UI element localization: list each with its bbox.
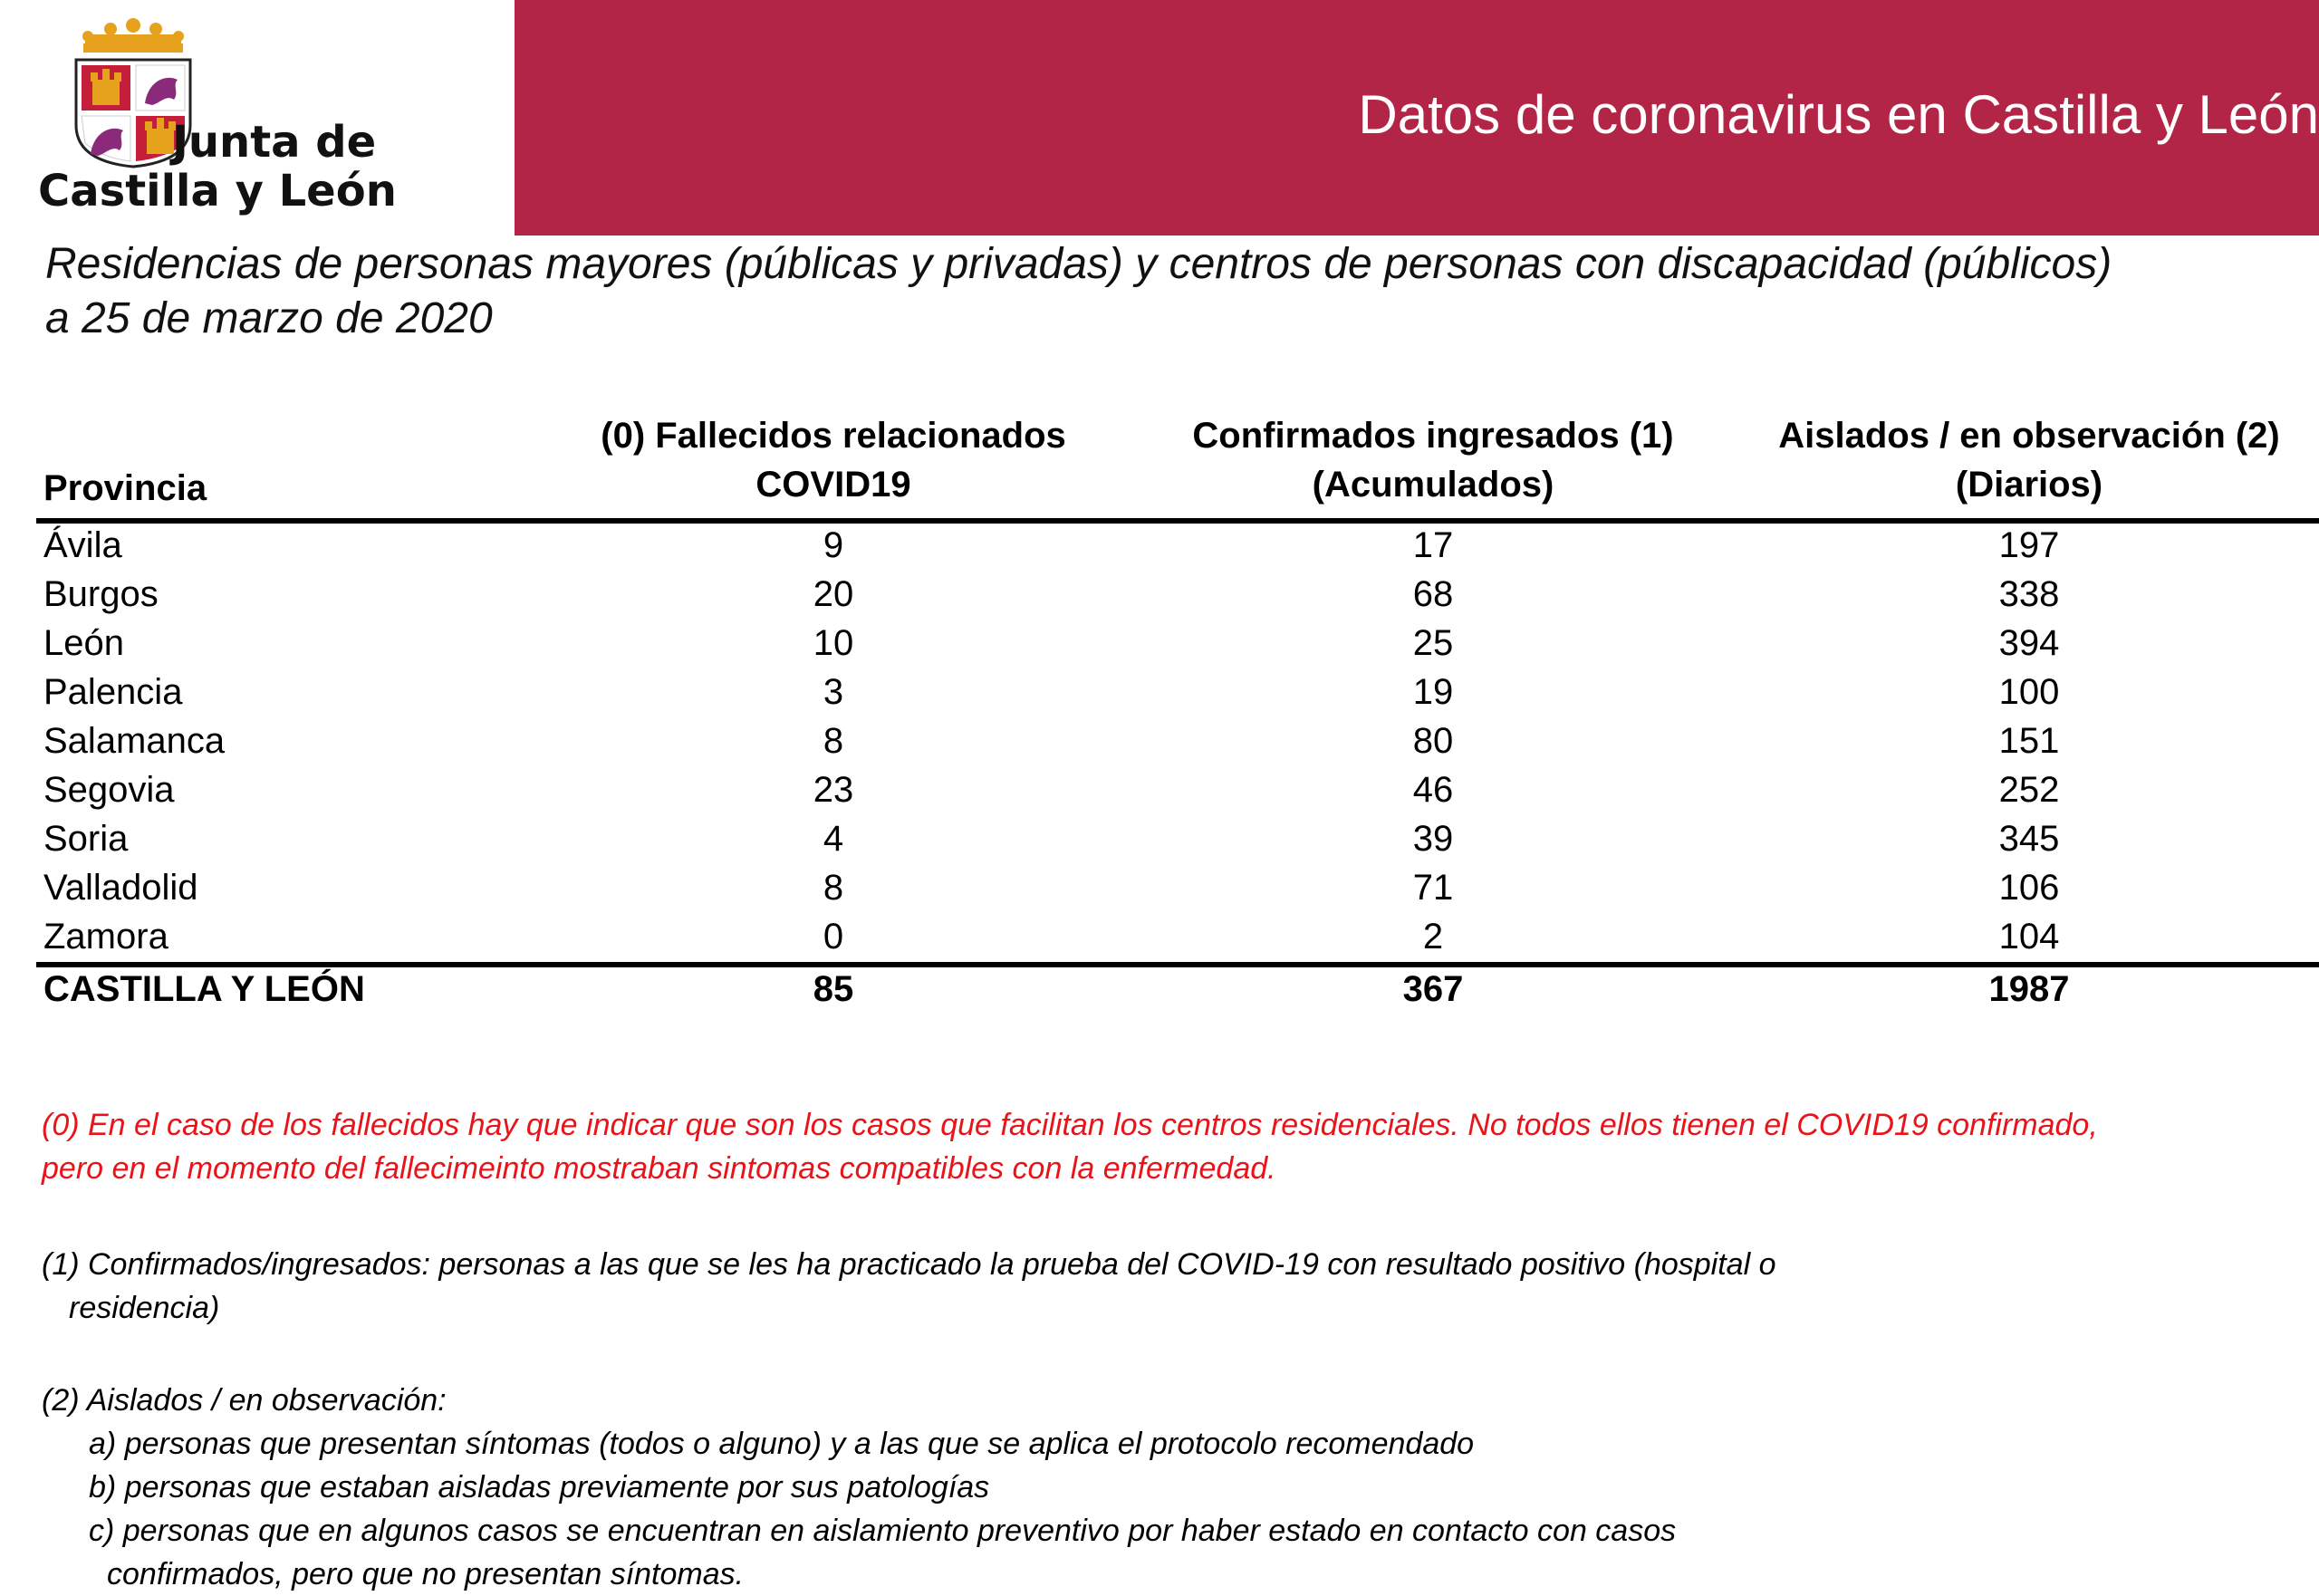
cell-fallecidos: 23 bbox=[813, 770, 854, 810]
cell-fallecidos: 20 bbox=[813, 574, 854, 614]
cell-provincia: Zamora bbox=[43, 917, 168, 957]
logo-text-line1: Junta de bbox=[172, 117, 377, 168]
junta-logo bbox=[27, 16, 408, 229]
total-aislados: 1987 bbox=[1988, 969, 2070, 1009]
cell-confirmados: 80 bbox=[1412, 721, 1454, 761]
cell-fallecidos: 9 bbox=[823, 525, 844, 565]
subtitle-line1: Residencias de personas mayores (públicas y privadas) y centros de personas con discapacidad (públicos) bbox=[45, 240, 2112, 288]
cell-provincia: Burgos bbox=[43, 574, 159, 614]
header-aislados bbox=[1739, 411, 2319, 509]
note-2-item-a: a) personas que presentan síntomas (todos o alguno) y a las que se aplica el protocolo recomendado bbox=[89, 1427, 1475, 1461]
cell-confirmados: 25 bbox=[1412, 623, 1454, 663]
cell-confirmados: 46 bbox=[1412, 770, 1454, 810]
cell-provincia: Soria bbox=[43, 819, 129, 859]
header-fallecidos-line1: (0) Fallecidos relacionados bbox=[601, 416, 1066, 456]
cell-aislados: 394 bbox=[1998, 623, 2060, 663]
cell-aislados: 252 bbox=[1998, 770, 2060, 810]
cell-provincia: Salamanca bbox=[43, 721, 226, 761]
cell-aislados: 100 bbox=[1998, 672, 2060, 712]
cell-aislados: 106 bbox=[1998, 868, 2060, 908]
note-1-line2: residencia) bbox=[69, 1291, 220, 1325]
note-2-item-c-cont: confirmados, pero que no presentan síntomas. bbox=[107, 1557, 745, 1591]
cell-provincia: Ávila bbox=[43, 525, 122, 565]
cell-aislados: 151 bbox=[1998, 721, 2060, 761]
note-2-item-c: c) personas que en algunos casos se encuentran en aislamiento preventivo por haber estado en contacto con casos bbox=[89, 1514, 1677, 1548]
note-0-line1: (0) En el caso de los fallecidos hay que indicar que son los casos que facilitan los centros residenciales. No todos ellos tienen el COVID19 confirmado, bbox=[42, 1108, 2098, 1142]
cell-fallecidos: 0 bbox=[823, 917, 844, 957]
header-confirmados-line2: (Acumulados) bbox=[1312, 465, 1554, 505]
note-2-line1: (2) Aislados / en observación: bbox=[42, 1383, 447, 1418]
cell-confirmados: 17 bbox=[1412, 525, 1454, 565]
header-provincia: Provincia bbox=[43, 468, 207, 508]
cell-provincia: Segovia bbox=[43, 770, 175, 810]
cell-aislados: 345 bbox=[1998, 819, 2060, 859]
logo-text-line2: Castilla y León bbox=[38, 166, 397, 216]
subtitle-line2: a 25 de marzo de 2020 bbox=[45, 294, 493, 342]
cell-provincia: Palencia bbox=[43, 672, 183, 712]
cell-confirmados: 2 bbox=[1422, 917, 1444, 957]
note-2 bbox=[42, 1379, 1676, 1596]
header-confirmados-line1: Confirmados ingresados (1) bbox=[1192, 416, 1674, 456]
total-confirmados: 367 bbox=[1402, 969, 1464, 1009]
cell-aislados: 104 bbox=[1998, 917, 2060, 957]
cell-provincia: León bbox=[43, 623, 124, 663]
cell-confirmados: 19 bbox=[1412, 672, 1454, 712]
total-provincia: CASTILLA Y LEÓN bbox=[43, 969, 365, 1009]
header-aislados-line1: Aislados / en observación (2) bbox=[1778, 416, 2280, 456]
header-fallecidos bbox=[562, 411, 1105, 509]
cell-fallecidos: 8 bbox=[823, 868, 844, 908]
note-1-line1: (1) Confirmados/ingresados: personas a las que se les ha practicado la prueba del COVID-19 con resultado positivo (hospital o bbox=[42, 1247, 1776, 1282]
page-subtitle bbox=[45, 237, 2310, 346]
note-0-line2: pero en el momento del fallecimeinto mostraban sintomas compatibles con la enfermedad. bbox=[42, 1151, 1276, 1186]
total-fallecidos: 85 bbox=[813, 969, 854, 1009]
note-0 bbox=[42, 1103, 2098, 1190]
cell-aislados: 197 bbox=[1998, 525, 2060, 565]
cell-fallecidos: 8 bbox=[823, 721, 844, 761]
cell-fallecidos: 10 bbox=[813, 623, 854, 663]
cell-aislados: 338 bbox=[1998, 574, 2060, 614]
cell-fallecidos: 3 bbox=[823, 672, 844, 712]
header-confirmados bbox=[1161, 411, 1705, 509]
cell-provincia: Valladolid bbox=[43, 868, 198, 908]
header-aislados-line2: (Diarios) bbox=[1955, 465, 2103, 505]
header-fallecidos-line2: COVID19 bbox=[755, 465, 911, 505]
title-banner bbox=[515, 0, 2319, 236]
banner-title: Datos de coronavirus en Castilla y León bbox=[1358, 84, 2319, 145]
cell-fallecidos: 4 bbox=[823, 819, 844, 859]
note-2-item-b: b) personas que estaban aisladas previamente por sus patologías bbox=[89, 1470, 990, 1505]
note-1 bbox=[42, 1243, 1776, 1330]
cell-confirmados: 68 bbox=[1412, 574, 1454, 614]
cell-confirmados: 39 bbox=[1412, 819, 1454, 859]
cell-confirmados: 71 bbox=[1412, 868, 1454, 908]
